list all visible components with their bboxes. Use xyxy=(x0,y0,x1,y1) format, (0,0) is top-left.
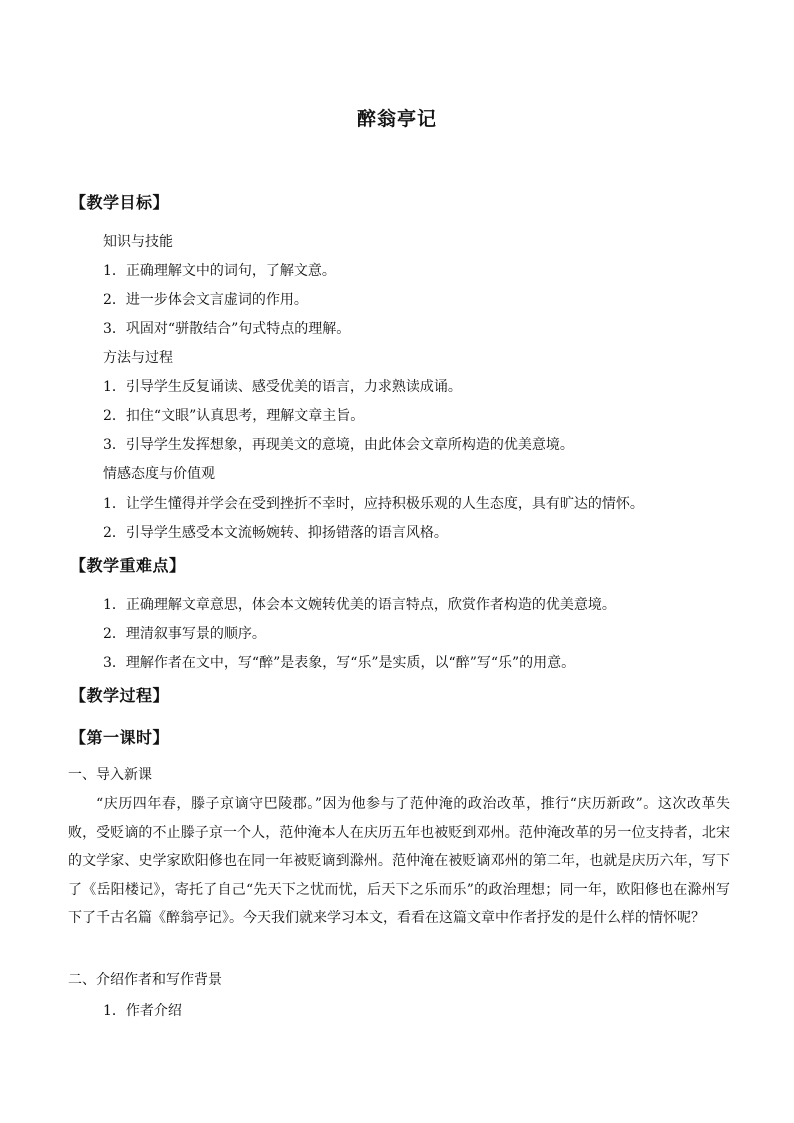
key-point-item: 2．理清叙事写景的顺序。 xyxy=(103,626,266,642)
method-item: 2．扣住“文眼”认真思考，理解文章主旨。 xyxy=(103,408,365,424)
emotion-label: 情感态度与价值观 xyxy=(103,466,215,482)
key-point-item: 3．理解作者在文中，写“醉”是表象，写“乐”是实质，以“醉”写“乐”的用意。 xyxy=(103,655,576,671)
intro-paragraph-text: “庆历四年春，滕子京谪守巴陵郡。”因为他参与了范仲淹的政治改革，推行“庆历新政”。这次改革失败，受贬谪的不止滕子京一个人，范仲淹本人在庆历五年也被贬到邓州。范仲淹改革的另一位支持者，北宋的文学家、史学家欧阳修也在同一年被贬谪到滁州。范仲淹在被贬谪邓州的第二年，也就是庆历六年，写下了《岳阳楼记》，寄托了自己“先天下之忧而忧，后天下之乐而乐”的政治理想；同一年，欧阳修也在滁州写下了千古名篇《醉翁亭记》。今天我们就来学习本文，看看在这篇文章中作者抒发的是什么样的情怀呢？ xyxy=(68,796,730,926)
knowledge-item: 2．进一步体会文言虚词的作用。 xyxy=(103,292,308,308)
section-title: 二、介绍作者和写作背景 xyxy=(68,972,222,988)
method-label: 方法与过程 xyxy=(103,350,173,366)
knowledge-label: 知识与技能 xyxy=(103,234,173,250)
knowledge-item: 3．巩固对“骈散结合”句式特点的理解。 xyxy=(103,321,351,337)
key-points-heading: 【教学重难点】 xyxy=(70,556,186,575)
intro-paragraph xyxy=(68,790,730,933)
section-title: 一、导入新课 xyxy=(68,767,152,783)
author-intro-item: 1．作者介绍 xyxy=(103,1003,182,1019)
knowledge-item: 1．正确理解文中的词句，了解文意。 xyxy=(103,263,336,279)
method-item: 1．引导学生反复诵读、感受优美的语言，力求熟读成诵。 xyxy=(103,379,462,395)
document-title: 醉翁亭记 xyxy=(356,108,437,130)
process-heading: 【教学过程】 xyxy=(70,686,170,705)
emotion-item: 2．引导学生感受本文流畅婉转、抑扬错落的语言风格。 xyxy=(103,525,448,541)
emotion-item: 1．让学生懂得并学会在受到挫折不幸时，应持积极乐观的人生态度，具有旷达的情怀。 xyxy=(103,496,644,512)
lesson-heading: 【第一课时】 xyxy=(70,728,170,747)
objectives-heading: 【教学目标】 xyxy=(70,193,170,212)
method-item: 3．引导学生发挥想象，再现美文的意境，由此体会文章所构造的优美意境。 xyxy=(103,437,574,453)
key-point-item: 1．正确理解文章意思，体会本文婉转优美的语言特点，欣赏作者构造的优美意境。 xyxy=(103,597,616,613)
